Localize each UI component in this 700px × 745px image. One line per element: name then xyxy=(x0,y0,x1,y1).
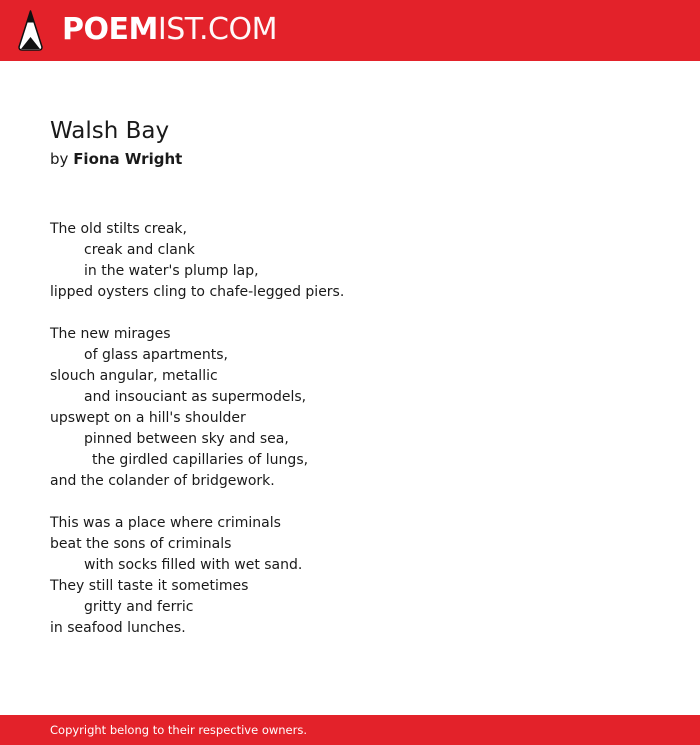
byline xyxy=(50,149,182,169)
stanza xyxy=(50,324,650,492)
stanza xyxy=(50,219,650,303)
brand-text-light: IST.COM xyxy=(157,12,277,47)
poem-title: Walsh Bay xyxy=(50,118,170,144)
poem-line: lipped oysters cling to chafe-legged piers. xyxy=(50,284,345,300)
poem-line: upswept on a hill's shoulder xyxy=(50,410,246,426)
poem-line: the girdled capillaries of lungs, xyxy=(92,452,309,468)
poem-line: beat the sons of criminals xyxy=(50,536,232,552)
by-label: by xyxy=(50,150,69,168)
poem-line: and the colander of bridgework. xyxy=(50,473,275,489)
pencil-icon[interactable] xyxy=(18,10,43,51)
poem-line: gritty and ferric xyxy=(84,599,194,615)
site-logo[interactable] xyxy=(62,11,277,49)
stanza xyxy=(50,513,650,639)
site-header xyxy=(0,0,700,61)
poem-line: slouch angular, metallic xyxy=(50,368,218,384)
poem-line: They still taste it sometimes xyxy=(50,578,249,594)
poem-line: of glass apartments, xyxy=(84,347,228,363)
poem-line: and insouciant as supermodels, xyxy=(84,389,307,405)
author-name: Fiona Wright xyxy=(73,150,183,168)
poem-line: pinned between sky and sea, xyxy=(84,431,289,447)
poem-line: in seafood lunches. xyxy=(50,620,186,636)
poem-line: The new mirages xyxy=(50,326,171,342)
brand-text-bold: POEM xyxy=(62,12,158,47)
poem-line: The old stilts creak, xyxy=(50,221,187,237)
poem-line: creak and clank xyxy=(84,242,195,258)
poem-line: in the water's plump lap, xyxy=(84,263,259,279)
poem-line: with socks filled with wet sand. xyxy=(84,557,303,573)
poem-line: This was a place where criminals xyxy=(50,515,281,531)
poem-body xyxy=(50,219,650,660)
copyright-text: Copyright belong to their respective owners. xyxy=(50,723,308,737)
site-footer xyxy=(0,715,700,745)
